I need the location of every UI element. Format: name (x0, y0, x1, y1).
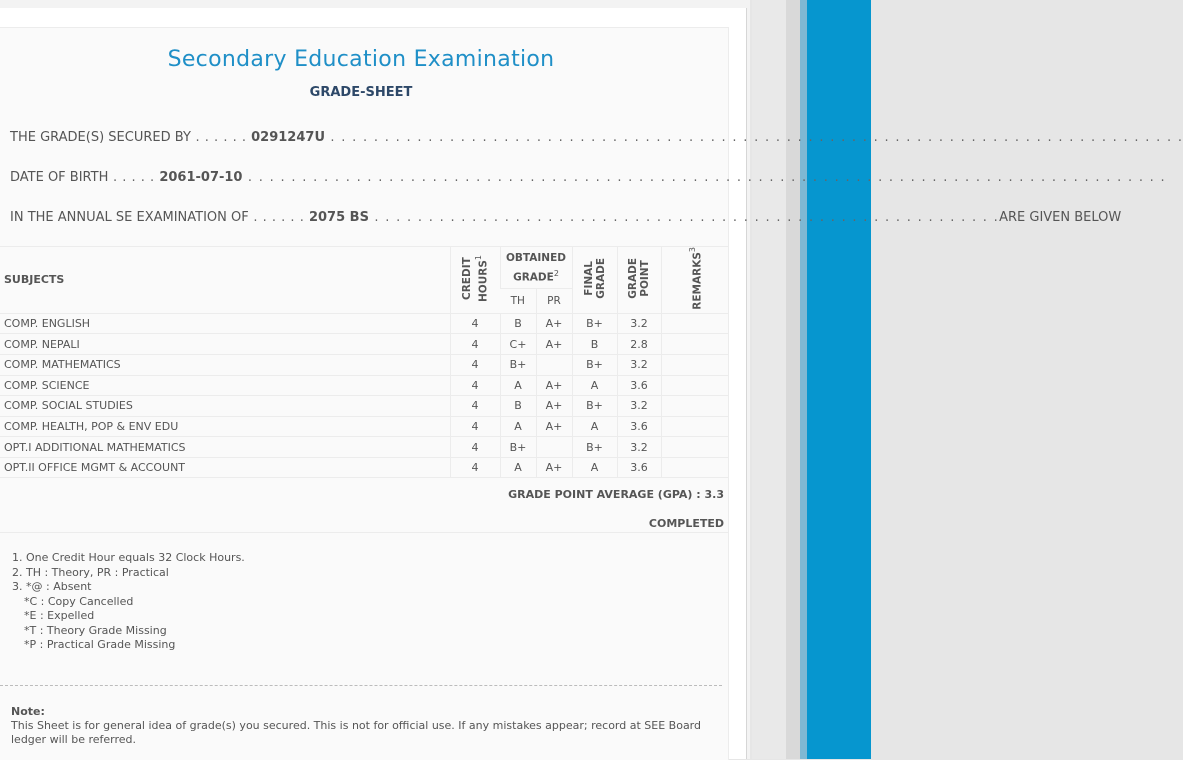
table-row (0, 313, 728, 334)
th-cell: B+ (500, 437, 536, 458)
final-cell: B+ (572, 313, 617, 334)
header-final-line2: GRADE (594, 258, 607, 299)
table-row (0, 416, 728, 437)
header-obtained-line2: GRADE (513, 271, 554, 284)
header-obtained-line1: OBTAINED (506, 251, 566, 264)
side-stripe (800, 0, 807, 759)
footnote-item: *C : Copy Cancelled (24, 594, 134, 608)
subject-cell: COMP. HEALTH, POP & ENV EDU (0, 416, 450, 437)
pr-cell (536, 437, 572, 458)
header-remarks (661, 247, 728, 314)
header-point-line2: POINT (639, 260, 651, 297)
note-text: This Sheet is for general idea of grade(s) you secured. This is not for official use. If any mistakes appear; record at SEE Board ledger will be referred. (11, 719, 701, 746)
th-cell: B (500, 313, 536, 334)
remarks-cell (661, 416, 728, 437)
subject-cell: COMP. SOCIAL STUDIES (0, 396, 450, 417)
table-row (0, 334, 728, 355)
footnote-item: 3. *@ : Absent (12, 580, 92, 593)
pr-cell: A+ (536, 396, 572, 417)
th-cell: A (500, 375, 536, 396)
header-remarks-label: REMARKS (691, 252, 703, 310)
point-cell: 3.2 (617, 437, 661, 458)
secured-by-line (10, 130, 1183, 148)
dashed-divider (0, 685, 722, 686)
footnotes (12, 551, 245, 653)
exam-line (10, 210, 1122, 228)
dob-value: 2061-07-10 (159, 170, 243, 185)
th-cell: A (500, 457, 536, 478)
credit-cell: 4 (450, 416, 500, 437)
dotted-leader: . . . . . . (190, 130, 252, 145)
pr-cell: A+ (536, 416, 572, 437)
subject-cell: COMP. NEPALI (0, 334, 450, 355)
symbol-number: 0291247U (251, 130, 325, 145)
footnote-item: 2. TH : Theory, PR : Practical (12, 565, 169, 579)
divider (0, 532, 728, 533)
header-obtained-sup: 2 (553, 268, 559, 278)
credit-cell: 4 (450, 457, 500, 478)
remarks-cell (661, 334, 728, 355)
subject-cell: OPT.II OFFICE MGMT & ACCOUNT (0, 457, 450, 478)
header-credit-hours-line1: CREDIT (460, 256, 473, 300)
header-credit-hours-line2: HOURS (477, 259, 490, 302)
point-cell: 3.6 (617, 375, 661, 396)
point-cell: 3.2 (617, 354, 661, 375)
dob-line (10, 170, 1166, 188)
table-row (0, 396, 728, 417)
remarks-cell (661, 396, 728, 417)
dotted-leader: . . . . . . (248, 210, 309, 225)
credit-cell: 4 (450, 313, 500, 334)
pr-cell: A+ (536, 457, 572, 478)
final-cell: B+ (572, 396, 617, 417)
pr-cell: A+ (536, 313, 572, 334)
footnote-item: *T : Theory Grade Missing (24, 623, 167, 637)
footnote-item: *P : Practical Grade Missing (24, 638, 176, 651)
table-row (0, 354, 728, 375)
th-cell: B+ (500, 354, 536, 375)
remarks-cell (661, 437, 728, 458)
dob-label: DATE OF BIRTH (10, 170, 109, 185)
header-final-grade (572, 247, 617, 314)
header-final-line1: FINAL (582, 261, 595, 296)
remarks-cell (661, 457, 728, 478)
point-cell: 3.2 (617, 313, 661, 334)
final-cell: A (572, 416, 617, 437)
page-subtitle: GRADE-SHEET (309, 85, 413, 100)
header-th: TH (500, 288, 536, 313)
side-gutter-dark (786, 0, 800, 759)
credit-cell: 4 (450, 396, 500, 417)
table-row (0, 457, 728, 478)
point-cell: 3.2 (617, 396, 661, 417)
table-row (0, 437, 728, 458)
pr-cell (536, 354, 572, 375)
point-cell: 3.6 (617, 457, 661, 478)
header-point-line1: GRADE (627, 258, 639, 299)
secured-by-label: THE GRADE(S) SECURED BY (10, 130, 191, 145)
header-obtained-grade (500, 247, 572, 289)
header-remarks-sup: 3 (687, 247, 697, 253)
header-subjects: SUBJECTS (0, 247, 450, 314)
th-cell: A (500, 416, 536, 437)
footnote-item: 1. One Credit Hour equals 32 Clock Hours. (12, 551, 245, 564)
header-grade-point (617, 247, 661, 314)
credit-cell: 4 (450, 354, 500, 375)
point-cell: 3.6 (617, 416, 661, 437)
subject-cell: OPT.I ADDITIONAL MATHEMATICS (0, 437, 450, 458)
dotted-leader: . . . . . (108, 170, 160, 185)
dotted-leader: . . . . . . . . . . . . . . . . . . . . . . . . . . . . . . . . . . . . . . . . . . . . . . . . . . . . . . . . . . (368, 210, 1000, 225)
page-title: Secondary Education Examination (167, 47, 555, 72)
final-cell: A (572, 375, 617, 396)
credit-cell: 4 (450, 437, 500, 458)
pr-cell: A+ (536, 334, 572, 355)
subject-cell: COMP. SCIENCE (0, 375, 450, 396)
subject-cell: COMP. ENGLISH (0, 313, 450, 334)
th-cell: B (500, 396, 536, 417)
gpa-summary: GRADE POINT AVERAGE (GPA) : 3.3 (508, 488, 724, 501)
th-cell: C+ (500, 334, 536, 355)
table-row (0, 375, 728, 396)
point-cell: 2.8 (617, 334, 661, 355)
final-cell: A (572, 457, 617, 478)
remarks-cell (661, 354, 728, 375)
header-pr: PR (536, 288, 572, 313)
dotted-leader: . . . . . . . . . . . . . . . . . . . . . . . . . . . . . . . . . . . . . . . . . . . . . . . . . . . . . . . . . . . . . . . . . . . . . . . . . . . . . . . . . . . . . (242, 170, 1166, 185)
dotted-leader: . . . . . . . . . . . . . . . . . . . . . . . . . . . . . . . . . . . . . . . . . . . . . . . . . . . . . . . . . . . . . . . . . . . . . . . . . . . . . . . (325, 130, 1183, 145)
remarks-cell (661, 375, 728, 396)
credit-cell: 4 (450, 334, 500, 355)
side-blue-panel (807, 0, 871, 759)
footnote-item: *E : Expelled (24, 609, 95, 622)
subject-cell: COMP. MATHEMATICS (0, 354, 450, 375)
side-gutter (752, 0, 786, 759)
final-cell: B+ (572, 437, 617, 458)
final-cell: B (572, 334, 617, 355)
pr-cell: A+ (536, 375, 572, 396)
exam-label: IN THE ANNUAL SE EXAMINATION OF (10, 210, 249, 225)
exam-tail: ARE GIVEN BELOW (999, 210, 1122, 225)
exam-year: 2075 BS (308, 210, 369, 225)
remarks-cell (661, 313, 728, 334)
note-title: Note: (11, 705, 45, 718)
credit-cell: 4 (450, 375, 500, 396)
header-credit-hours (450, 247, 500, 314)
grades-table (0, 246, 728, 478)
header-credit-sup: 1 (473, 254, 483, 260)
final-cell: B+ (572, 354, 617, 375)
result-status: COMPLETED (648, 517, 724, 530)
